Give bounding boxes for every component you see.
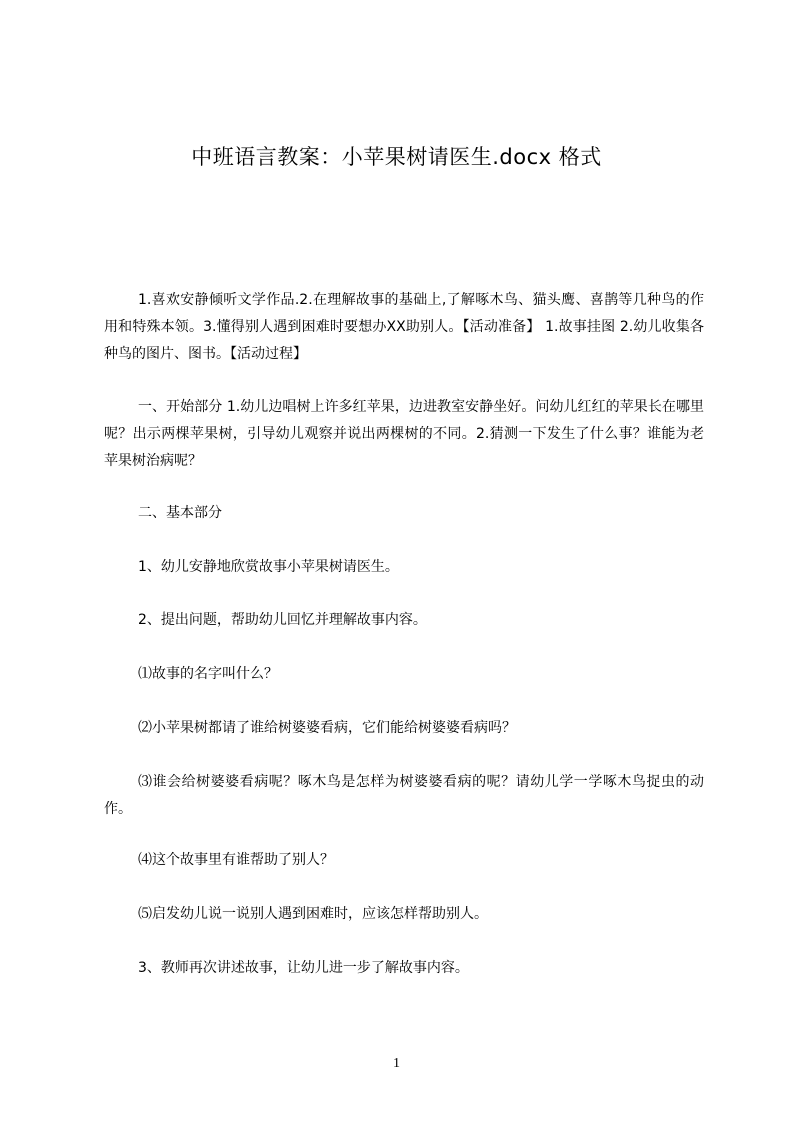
paragraph-question-5: ⑸启发幼儿说一说别人遇到困难时，应该怎样帮助别人。 — [138, 906, 488, 922]
paragraph-objectives: 1.喜欢安静倾听文学作品.2.在理解故事的基础上,了解啄木鸟、猫头鹰、喜鹊等几种鸟的作用和特殊本领。3.懂得别人遇到困难时要想办XX助别人。【活动准备】 1.故事挂图 2.幼儿收集各种鸟的图片、图书。【活动过程】 — [104, 292, 704, 362]
paragraph-question-4: ⑷这个故事里有谁帮助了别人？ — [138, 852, 334, 868]
paragraph-question-3: ⑶谁会给树婆婆看病呢？啄木鸟是怎样为树婆婆看病的呢？请幼儿学一学啄木鸟捉虫的动作。 — [104, 774, 704, 817]
paragraph-question-2: ⑵小苹果树都请了谁给树婆婆看病，它们能给树婆婆看病吗？ — [138, 720, 516, 736]
paragraph-opening: 一、开始部分 1.幼儿边唱树上许多红苹果，边进教室安静坐好。问幼儿红红的苹果长在哪里呢？出示两棵苹果树，引导幼儿观察并说出两棵树的不同。2.猜测一下发生了什么事？谁能为老苹果树治病呢？ — [104, 399, 704, 469]
paragraph-step-2: 2、提出问题，帮助幼儿回忆并理解故事内容。 — [138, 612, 427, 628]
paragraph-question-1: ⑴故事的名字叫什么？ — [138, 666, 278, 682]
paragraph-step-1: 1、幼儿安静地欣赏故事小苹果树请医生。 — [138, 559, 399, 575]
paragraph-step-3: 3、教师再次讲述故事，让幼儿进一步了解故事内容。 — [138, 960, 469, 976]
page-number: 1 — [393, 1056, 400, 1071]
document-title: 中班语言教案：小苹果树请医生.docx 格式 — [191, 145, 602, 169]
paragraph-section-heading: 二、基本部分 — [138, 505, 222, 521]
